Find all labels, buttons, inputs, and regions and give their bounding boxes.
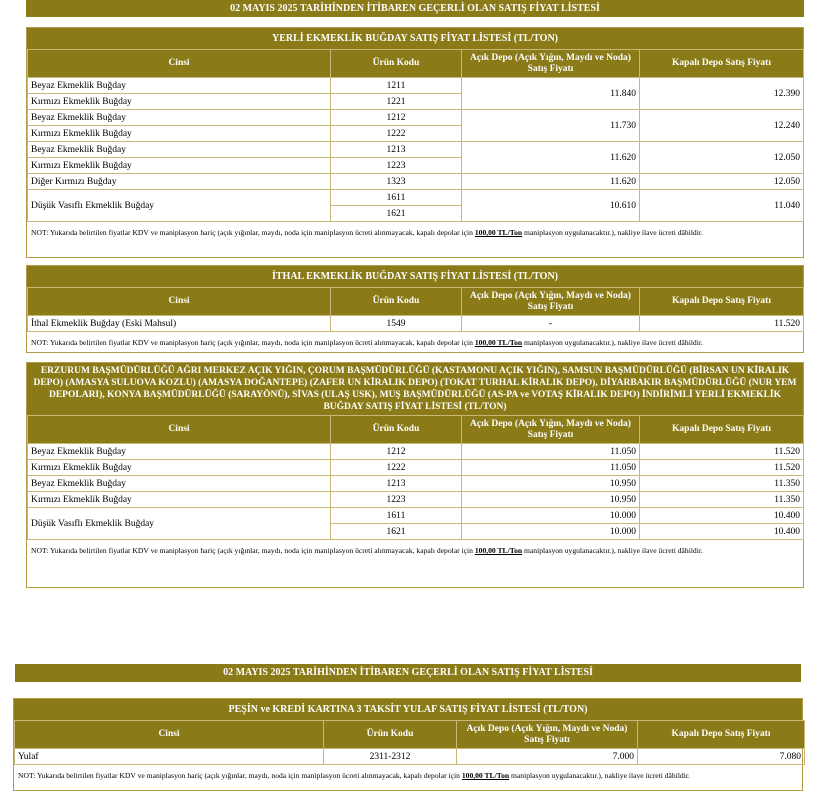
cell-acik-price: 7.000 bbox=[457, 749, 638, 765]
table-row bbox=[28, 110, 804, 126]
cell-cinsi: Kırmızı Ekmeklik Buğday bbox=[28, 94, 331, 110]
header-acik-depo: Açık Depo (Açık Yığın, Maydı ve Noda) Satış Fiyatı bbox=[462, 50, 640, 78]
section4-title: PEŞİN ve KREDİ KARTINA 3 TAKSİT YULAF SATIŞ FİYAT LİSTESİ (TL/TON) bbox=[14, 699, 802, 720]
cell-kod: 1221 bbox=[331, 94, 462, 110]
cell-kapali-price: 10.400 bbox=[640, 508, 804, 524]
cell-cinsi: İthal Ekmeklik Buğday (Eski Mahsul) bbox=[28, 316, 331, 332]
cell-acik-price: 11.050 bbox=[462, 444, 640, 460]
header-urun-kodu: Ürün Kodu bbox=[331, 50, 462, 78]
cell-kod: 1611 bbox=[331, 508, 462, 524]
cell-cinsi: Beyaz Ekmeklik Buğday bbox=[28, 476, 331, 492]
cell-kod: 1211 bbox=[331, 78, 462, 94]
cell-cinsi: Düşük Vasıflı Ekmeklik Buğday bbox=[28, 190, 331, 222]
cell-kod: 1212 bbox=[331, 444, 462, 460]
table-row bbox=[28, 174, 804, 190]
cell-kapali-price: 11.350 bbox=[640, 476, 804, 492]
section3-note: NOT: Yukarıda belirtilen fiyatlar KDV ve maniplasyon hariç (açık yığınlar, maydı, noda için maniplasyon ücreti alınmayacak, kapalı depolar için 100,00 TL/Ton maniplasyon uygulanacaktır.), nakliye ilave ücreti dâhildir. bbox=[31, 546, 703, 555]
section3-title: ERZURUM BAŞMÜDÜRLÜĞÜ AĞRI MERKEZ AÇIK YIĞIN, ÇORUM BAŞMÜDÜRLÜĞÜ (KASTAMONU AÇIK YIĞIN), SAMSUN BAŞMÜDÜRLÜĞÜ (BİRSAN UN KİRALIK DEPO) (AMASYA SULUOVA KOZLU) (AMASYA DOĞANTEPE) (ZAFER UN KİRALIK DEPO) (TOKAT TURHAL KİRALIK DEPO), DİYARBAKIR BAŞMÜDÜRLÜĞÜ (NUR YEM DEPOLARI), KONYA BAŞMÜDÜRLÜĞÜ (SARAYÖNÜ), SİVAS (ULAŞ USK), MUŞ BAŞMÜDÜRLÜĞÜ (AS-PA ve VOTAŞ KİRALIK DEPO) İNDİRİMLİ YERLİ EKMEKLİK BUĞDAY SATIŞ FİYAT LİSTESİ (TL/TON) bbox=[27, 363, 803, 415]
header-kapali-depo: Kapalı Depo Satış Fiyatı bbox=[640, 416, 804, 444]
cell-kod: 1621 bbox=[331, 524, 462, 540]
manipulation-fee: 100,00 TL/Ton bbox=[474, 338, 523, 347]
table-row bbox=[28, 316, 804, 332]
cell-cinsi: Kırmızı Ekmeklik Buğday bbox=[28, 492, 331, 508]
section2-title: İTHAL EKMEKLİK BUĞDAY SATIŞ FİYAT LİSTESİ (TL/TON) bbox=[27, 266, 803, 287]
cell-cinsi: Beyaz Ekmeklik Buğday bbox=[28, 78, 331, 94]
section1-title: YERLİ EKMEKLİK BUĞDAY SATIŞ FİYAT LİSTESİ (TL/TON) bbox=[27, 28, 803, 49]
cell-kod: 1323 bbox=[331, 174, 462, 190]
cell-kapali-price: 12.390 bbox=[640, 78, 804, 110]
cell-acik-price: 11.620 bbox=[462, 142, 640, 174]
cell-acik-price: 11.050 bbox=[462, 460, 640, 476]
header-cinsi: Cinsi bbox=[28, 288, 331, 316]
cell-cinsi: Kırmızı Ekmeklik Buğday bbox=[28, 460, 331, 476]
table-row bbox=[28, 190, 804, 206]
table-row bbox=[28, 476, 804, 492]
cell-kapali-price: 11.350 bbox=[640, 492, 804, 508]
cell-kod: 1213 bbox=[331, 142, 462, 158]
manipulation-fee: 100,00 TL/Ton bbox=[474, 228, 523, 237]
cell-kapali-price: 7.080 bbox=[638, 749, 805, 765]
header-kapali-depo: Kapalı Depo Satış Fiyatı bbox=[640, 50, 804, 78]
header-cinsi: Cinsi bbox=[28, 416, 331, 444]
cell-kod: 1213 bbox=[331, 476, 462, 492]
cell-cinsi: Kırmızı Ekmeklik Buğday bbox=[28, 158, 331, 174]
indirimli-yerli-bugday-table bbox=[26, 362, 804, 588]
manipulation-fee: 100,00 TL/Ton bbox=[461, 771, 510, 780]
section1-note: NOT: Yukarıda belirtilen fiyatlar KDV ve maniplasyon hariç (açık yığınlar, maydı, noda için maniplasyon ücreti alınmayacak, kapalı depolar için 100,00 TL/Ton maniplasyon uygulanacaktır.), nakliye ilave ücreti dâhildir. bbox=[31, 228, 703, 237]
cell-cinsi: Beyaz Ekmeklik Buğday bbox=[28, 142, 331, 158]
top-title: 02 MAYIS 2025 TARİHİNDEN İTİBAREN GEÇERLİ OLAN SATIŞ FİYAT LİSTESİ bbox=[26, 0, 804, 17]
cell-acik-price: 10.000 bbox=[462, 508, 640, 524]
header-kapali-depo: Kapalı Depo Satış Fiyatı bbox=[638, 721, 805, 749]
table-row bbox=[28, 78, 804, 94]
cell-kapali-price: 12.050 bbox=[640, 142, 804, 174]
cell-kod: 1611 bbox=[331, 190, 462, 206]
cell-acik-price: 11.840 bbox=[462, 78, 640, 110]
table-row bbox=[28, 460, 804, 476]
header-cinsi: Cinsi bbox=[28, 50, 331, 78]
header-urun-kodu: Ürün Kodu bbox=[331, 416, 462, 444]
cell-cinsi: Yulaf bbox=[15, 749, 324, 765]
header-acik-depo: Açık Depo (Açık Yığın, Maydı ve Noda) Satış Fiyatı bbox=[457, 721, 638, 749]
cell-kod: 1621 bbox=[331, 206, 462, 222]
cell-acik-price: 10.950 bbox=[462, 492, 640, 508]
cell-kapali-price: 10.400 bbox=[640, 524, 804, 540]
header-cinsi: Cinsi bbox=[15, 721, 324, 749]
cell-cinsi: Düşük Vasıflı Ekmeklik Buğday bbox=[28, 508, 331, 540]
cell-kapali-price: 11.040 bbox=[640, 190, 804, 222]
cell-acik-price: 11.730 bbox=[462, 110, 640, 142]
cell-kapali-price: 11.520 bbox=[640, 460, 804, 476]
yulaf-table bbox=[13, 698, 803, 791]
header-acik-depo: Açık Depo (Açık Yığın, Maydı ve Noda) Satış Fiyatı bbox=[462, 416, 640, 444]
cell-cinsi: Diğer Kırmızı Buğday bbox=[28, 174, 331, 190]
cell-kod: 1549 bbox=[331, 316, 462, 332]
cell-kod: 1222 bbox=[331, 460, 462, 476]
table-row bbox=[28, 508, 804, 524]
cell-cinsi: Kırmızı Ekmeklik Buğday bbox=[28, 126, 331, 142]
table-row bbox=[28, 142, 804, 158]
cell-acik-price: 11.620 bbox=[462, 174, 640, 190]
bottom-title: 02 MAYIS 2025 TARİHİNDEN İTİBAREN GEÇERLİ OLAN SATIŞ FİYAT LİSTESİ bbox=[15, 664, 801, 682]
cell-cinsi: Beyaz Ekmeklik Buğday bbox=[28, 110, 331, 126]
cell-kod: 1212 bbox=[331, 110, 462, 126]
cell-kod: 2311-2312 bbox=[324, 749, 457, 765]
yerli-ekmeklik-bugday-table bbox=[26, 27, 804, 258]
cell-kapali-price: 11.520 bbox=[640, 444, 804, 460]
cell-kod: 1223 bbox=[331, 158, 462, 174]
cell-kod: 1223 bbox=[331, 492, 462, 508]
table-row bbox=[15, 749, 805, 765]
header-urun-kodu: Ürün Kodu bbox=[324, 721, 457, 749]
cell-acik-price: 10.950 bbox=[462, 476, 640, 492]
cell-kapali-price: 12.050 bbox=[640, 174, 804, 190]
cell-acik-price: - bbox=[462, 316, 640, 332]
cell-acik-price: 10.000 bbox=[462, 524, 640, 540]
cell-acik-price: 10.610 bbox=[462, 190, 640, 222]
cell-kapali-price: 11.520 bbox=[640, 316, 804, 332]
section4-note: NOT: Yukarıda belirtilen fiyatlar KDV ve maniplasyon hariç (açık yığınlar, maydı, noda için maniplasyon ücreti alınmayacak, kapalı depolar için 100,00 TL/Ton maniplasyon uygulanacaktır.), nakliye ilave ücreti dâhildir. bbox=[18, 771, 690, 780]
manipulation-fee: 100,00 TL/Ton bbox=[474, 546, 523, 555]
table-row bbox=[28, 444, 804, 460]
header-urun-kodu: Ürün Kodu bbox=[331, 288, 462, 316]
header-kapali-depo: Kapalı Depo Satış Fiyatı bbox=[640, 288, 804, 316]
section2-note: NOT: Yukarıda belirtilen fiyatlar KDV ve maniplasyon hariç (açık yığınlar, maydı, noda için maniplasyon ücreti alınmayacak, kapalı depolar için 100,00 TL/Ton maniplasyon uygulanacaktır.), nakliye ilave ücreti dâhildir. bbox=[31, 338, 703, 347]
cell-kapali-price: 12.240 bbox=[640, 110, 804, 142]
cell-cinsi: Beyaz Ekmeklik Buğday bbox=[28, 444, 331, 460]
table-row bbox=[28, 492, 804, 508]
header-acik-depo: Açık Depo (Açık Yığın, Maydı ve Noda) Satış Fiyatı bbox=[462, 288, 640, 316]
ithal-ekmeklik-bugday-table bbox=[26, 265, 804, 353]
cell-kod: 1222 bbox=[331, 126, 462, 142]
